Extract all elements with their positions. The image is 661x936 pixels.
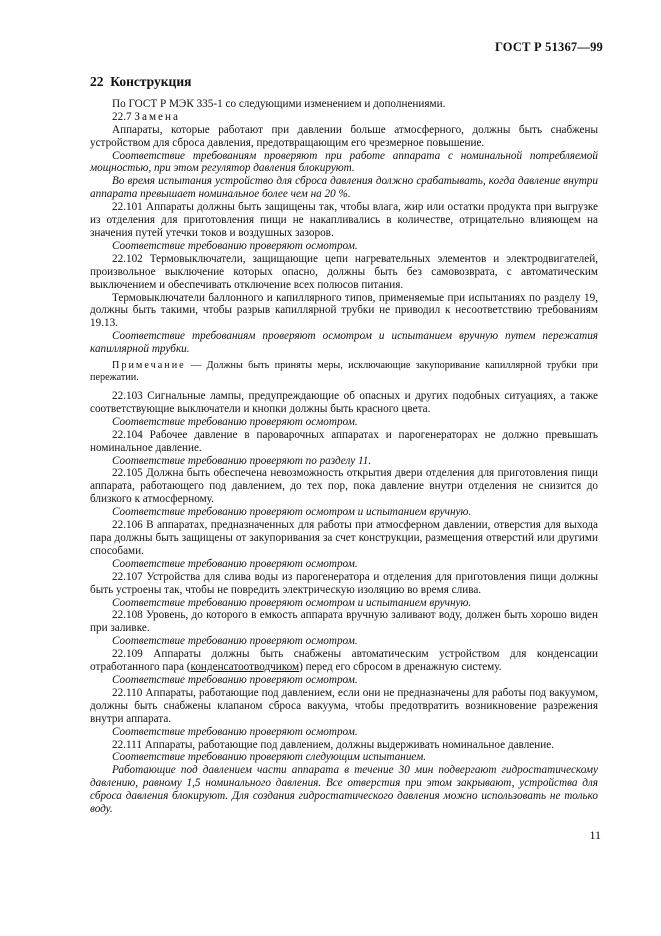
paragraph: 22.102 Термовыключатели, защищающие цепи нагревательных элементов и электродвигателей, произвольное выключение которых опасно, должны быть без самовозврата, с автоматическим выключением и обеспечивать отключение всех полюсов питания.	[90, 252, 598, 291]
compliance-text: Работающие под давлением части аппарата в течение 30 мин подвергают гидростатическому давлению, равному 1,5 номинального давления. Все отверстия при этом закрывают, устройства для сброса давления блокируют. Для создания гидростатического давления можно использовать не только воду.	[90, 764, 598, 816]
compliance-text: Соответствие требованию проверяют осмотром.	[112, 673, 358, 686]
compliance-text: Соответствие требованию проверяют осмотром.	[112, 415, 358, 428]
paragraph-part: 22.109 Аппараты должны быть снабжены автоматическим устройством для конденсации отработанного пара (	[90, 648, 598, 674]
paragraph: 22.110 Аппараты, работающие под давлением, если они не предназначены для работы под вакуумом, должны быть снабжены клапаном сброса вакуума, чтобы предотвратить возникновение разрежения внутри аппарата.	[90, 686, 598, 725]
compliance-text: Соответствие требованию проверяют осмотром.	[112, 635, 358, 648]
compliance-text: Соответствие требованиям проверяют при работе аппарата с номинальной потребляемой мощностью, при этом регулятор давления блокируют.	[90, 149, 598, 175]
compliance-text: Соответствие требованию проверяют по разделу 11.	[112, 454, 372, 467]
paragraph: По ГОСТ Р МЭК 335-1 со следующими изменением и дополнениями.	[112, 97, 446, 110]
clause-heading-word: Замена	[134, 110, 180, 123]
paragraph: 22.106 В аппаратах, предназначенных для работы при атмосферном давлении, отверстия для выхода пара должны быть защищены от закупоривания за счет конструкции, размещения отверстий или другими способами.	[90, 519, 598, 557]
paragraph: 22.104 Рабочее давление в пароварочных аппаратах и парогенераторах не должно превышать номинальное давление.	[90, 428, 598, 454]
paragraph: 22.101 Аппараты должны быть защищены так, чтобы влага, жир или остатки продукта при выгрузке из отделения для приготовления пищи не накапливались в количестве, отрицательно влияющем на значения путей утечки токов и воздушных зазоров.	[90, 201, 598, 239]
document-header: ГОСТ Р 51367—99	[494, 40, 603, 54]
compliance-text: Во время испытания устройство для сброса давления должно срабатывать, когда давление внутри аппарата превышает номинальное более чем на 20 %.	[90, 175, 598, 201]
paragraph: 22.105 Должна быть обеспечена невозможность открытия двери отделения для приготовления пищи аппарата, работающего под давлением, до тех пор, пока давление внутри отделения не снизится до близкого к атмосферному.	[90, 467, 598, 506]
paragraph-part: ) перед его сбросом в дренажную систему.	[299, 661, 502, 674]
compliance-text: Соответствие требованиям проверяют осмотром и испытанием вручную путем пережатия капиллярной трубки.	[90, 330, 598, 356]
paragraph: 22.103 Сигнальные лампы, предупреждающие об опасных и других подобных ситуациях, а также соответствующие выключатели и кнопки должны быть красного цвета.	[90, 390, 598, 415]
compliance-text: Соответствие требованию проверяют осмотром.	[112, 557, 358, 570]
compliance-text: Соответствие требованию проверяют осмотром и испытанием вручную.	[112, 596, 472, 609]
section-number: 22	[90, 74, 104, 89]
paragraph: Аппараты, которые работают при давлении больше атмосферного, должны быть снабжены устройством для сброса давления, предотвращающим его чрезмерное повышение.	[90, 123, 598, 149]
paragraph	[90, 648, 598, 674]
compliance-text: Соответствие требованию проверяют осмотром.	[112, 239, 358, 252]
underlined-term: конденсатоотводчиком	[190, 661, 300, 674]
section-title-text: Конструкция	[110, 74, 192, 89]
page-number: 11	[589, 828, 601, 842]
paragraph: 22.108 Уровень, до которого в емкость аппарата вручную заливают воду, должен быть хорошо виден при заливке.	[90, 609, 598, 635]
compliance-text: Соответствие требованию проверяют следующим испытанием.	[112, 751, 427, 764]
clause-number: 22.7	[112, 110, 132, 123]
note-label: Примечание	[112, 360, 186, 372]
page-body	[90, 76, 598, 816]
paragraph: 22.107 Устройства для слива воды из парогенератора и отделения для приготовления пищи должны быть устроены так, чтобы не повредить электрическую изоляцию во время слива.	[90, 570, 598, 596]
clause-heading	[90, 111, 598, 124]
paragraph: 22.111 Аппараты, работающие под давлением, должны выдерживать номинальное давление.	[112, 738, 554, 751]
paragraph: Термовыключатели баллонного и капиллярного типов, применяемые при испытаниях по разделу 19, должны быть такими, чтобы разрыв капиллярной трубки не приводил к несоответствию требованиям 19.13.	[90, 291, 598, 330]
compliance-text: Соответствие требованию проверяют осмотром и испытанием вручную.	[112, 506, 472, 519]
compliance-text: Соответствие требованию проверяют осмотром.	[112, 725, 358, 738]
note-text: — Должны быть приняты меры, исключающие закупоривание капиллярной трубки при пережатии.	[90, 360, 598, 384]
section-title	[90, 76, 598, 89]
note	[90, 360, 598, 384]
